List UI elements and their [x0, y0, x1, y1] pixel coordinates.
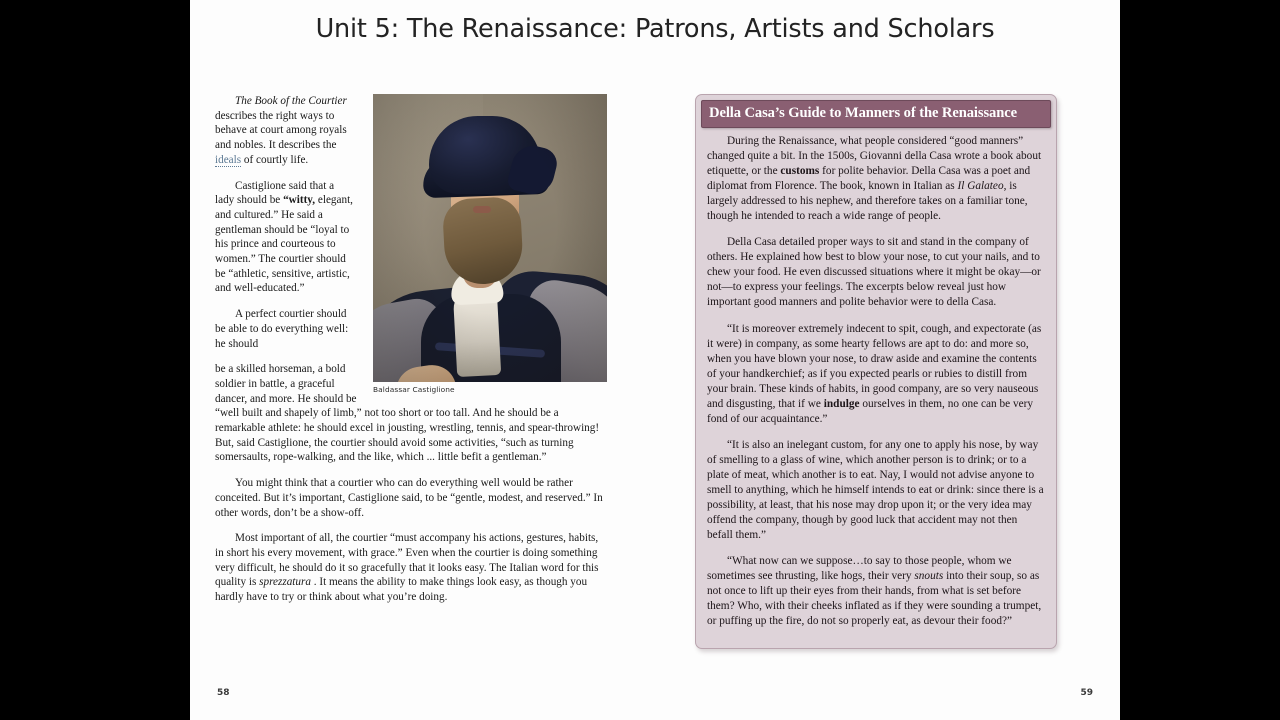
sidebar-header-title: Della Casa’s Guide to Manners of the Renaissance [701, 100, 1051, 128]
paragraph-most-important [215, 531, 607, 605]
sidebar-paragraph-3 [707, 322, 1045, 427]
paragraph-book-of-courtier [215, 94, 355, 168]
il-galateo-italic: Il Galateo [957, 180, 1004, 193]
paragraph-text-b: . It means the ability to make things look easy, as though you hardly have to try or think about what you’re doing. [215, 576, 588, 604]
witty-bold: “witty, [283, 194, 316, 207]
sidebar-body [696, 134, 1056, 629]
book-title-italic: The Book of the Courtier [235, 95, 347, 107]
paragraph-text-a: Castiglione said that a lady should be [215, 179, 335, 207]
paragraph-text-a: describes the right ways to behave at court among royals and nobles. It describes the [215, 109, 347, 152]
sidebar-text-a: “What now can we suppose…to say to those people, whom we sometimes see thrusting, like hogs, their very [707, 555, 1012, 583]
sidebar-text-a: “It is moreover extremely indecent to spit, cough, and expectorate (as it were) in company, as some hearty fellows are apt to do: and more so, when you have blown your nose, to draw aside and examine the contents of your handkerchief; as if you expected pearls or rubies to distill from your brain. These kinds of habits, in good company, are so very nauseous and disgusting, that if we [707, 322, 1042, 410]
sidebar-paragraph-4: “It is also an inelegant custom, for any one to apply his nose, by way of smelling to a glass of wine, which another person is to drink; or to a plate of meat, which another is to eat. Nay, I would not advise anyone to smell to anything, which he himself intends to eat or drink: since there is a possibility, at least, that his nose may drop upon it; or the very idea may offend the company, though by good luck that accident may not then befall them.” [707, 438, 1044, 542]
customs-bold: customs [780, 165, 820, 178]
paragraph-castiglione-said [215, 179, 355, 297]
sidebar-text-c: , is largely addressed to his nephew, and therefore takes on a familiar tone, though he intended to reach a wide range of people. [707, 180, 1028, 223]
sidebar-text-a: During the Renaissance, what people considered “good manners” changed quite a bit. In the 1500s, Giovanni della Casa wrote a book about etiquette, or the [707, 135, 1042, 178]
page-number-right: 59 [1080, 688, 1093, 698]
letterbox-right [1120, 0, 1280, 720]
paragraph-text-b: elegant, and cultured.” He said a gentleman should be “loyal to his prince and courteous to women.” The courtier should be “athletic, sensitive, artistic, and well-educated.” [215, 194, 353, 295]
della-casa-sidebar [695, 94, 1057, 649]
sidebar-text-b: ourselves in them, no one can be very fond of our acquaintance.” [707, 397, 1034, 425]
letterbox-left [0, 0, 190, 720]
page-number-left: 58 [217, 688, 230, 698]
paragraph-text-a: Most important of all, the courtier “must accompany his actions, gestures, habits, in short his every movement, with grace.” Even when the courtier is doing something very difficult, he should do it so gracefully that it looks easy. The Italian word for this quality is [215, 532, 599, 589]
left-page-column [215, 94, 607, 674]
paragraph-conceited: You might think that a courtier who can do everything well would be rather conceited. But it’s important, Castiglione said, to be “gentle, modest, and reserved.” In other words, don’t be a show-off. [215, 477, 603, 519]
sidebar-paragraph-1 [707, 134, 1045, 224]
sidebar-paragraph-2: Della Casa detailed proper ways to sit and stand in the company of others. He explained how best to blow your nose, to cut your nails, and to chew your food. He even discussed situations where it might be okay—or not—to express your feelings. The excerpts below reveal just how important good manners and polite behavior were to della Casa. [707, 236, 1041, 309]
indulge-bold: indulge [823, 397, 860, 410]
sidebar-text-b: into their soup, so as not once to lift up their eyes from their hands, from what is set before them? Who, with their cheeks inflated as if they were sounding a trumpet, or puffing up the fire, do not so properly eat, as devour their food?” [707, 570, 1042, 628]
paragraph-skilled-horseman: be a skilled horseman, a bold soldier in battle, a graceful dancer, and more. He should be “well built and shapely of limb,” not too short or too tall. And he should be a remarkable athlete: he should excel in jousting, wrestling, tennis, and spear-throwing! But, said Castiglione, the courtier should avoid some activities, “such as turning somersaults, rope-walking, and the like, which ... little befit a gentleman.” [215, 363, 600, 464]
document-page [190, 0, 1120, 720]
portrait-figure [373, 94, 607, 394]
snouts-italic: snouts [914, 570, 944, 583]
castiglione-portrait-image [373, 94, 607, 382]
page-title: Unit 5: The Renaissance: Patrons, Artists and Scholars [315, 14, 995, 44]
paragraph-perfect-courtier: A perfect courtier should be able to do everything well: he should [215, 308, 349, 350]
sprezzatura-italic: sprezzatura [259, 576, 311, 589]
painting-vignette [373, 94, 607, 382]
ideals-link[interactable]: ideals [215, 153, 242, 166]
paragraph-text-b: of courtly life. [241, 153, 309, 166]
portrait-caption: Baldassar Castiglione [373, 385, 455, 394]
sidebar-paragraph-5 [707, 554, 1045, 629]
narrow-text-column [215, 94, 355, 351]
sidebar-text-b: for polite behavior. Della Casa was a poet and diplomat from Florence. The book, known in Italian as [707, 165, 1031, 193]
left-top-block [215, 94, 607, 394]
